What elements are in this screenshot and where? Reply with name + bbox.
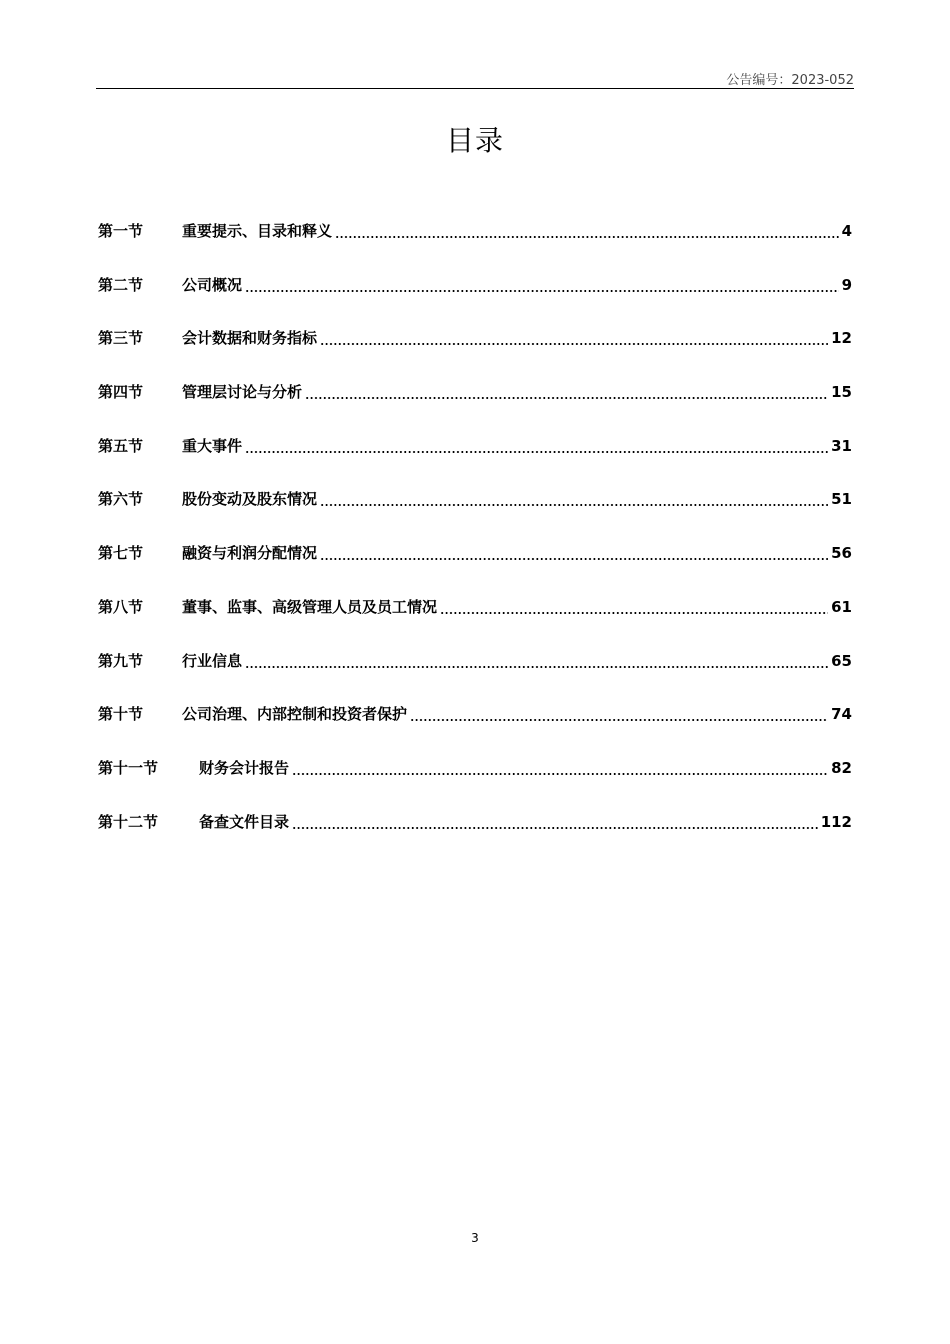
toc-dot-leader [440,592,828,622]
toc-page-number: 61 [831,597,852,616]
toc-entry[interactable] [98,538,852,592]
toc-section-title: 股份变动及股东情况 [182,490,318,509]
toc-page-number: 12 [831,329,852,348]
toc-entry[interactable] [98,484,852,538]
toc-dot-leader [320,484,828,514]
toc-section-title: 行业信息 [182,651,243,670]
toc-dot-leader [410,699,828,729]
toc-dot-leader [335,216,839,246]
toc-section-number: 第五节 [98,436,144,455]
toc-page-number: 31 [831,436,852,455]
toc-entry[interactable] [98,216,852,270]
toc-dot-leader [320,538,828,568]
toc-section-title: 重大事件 [182,436,243,455]
toc-section-number: 第九节 [98,651,144,670]
announcement-number: 公告编号：2023-052 [726,73,854,88]
toc-dot-leader [245,270,839,300]
toc-section-number: 第二节 [98,275,144,294]
toc-entry[interactable] [98,270,852,324]
toc-page-number: 65 [831,651,852,670]
toc-section-title: 管理层讨论与分析 [182,383,303,402]
toc-section-number: 第一节 [98,222,144,240]
toc-page-number: 4 [841,222,852,240]
header-divider [96,88,854,89]
toc-entry[interactable] [98,377,852,431]
toc-page-number: 15 [831,383,852,402]
toc-entry[interactable] [98,753,852,807]
page-number: 3 [471,1231,479,1245]
toc-section-title: 公司治理、内部控制和投资者保护 [182,705,408,724]
toc-section-number: 第十二节 [98,812,159,831]
toc-dot-leader [305,377,828,407]
table-of-contents [98,216,852,860]
toc-page-number: 82 [831,758,852,777]
toc-dot-leader [320,323,828,353]
toc-page-number: 74 [831,705,852,724]
toc-entry[interactable] [98,592,852,646]
toc-entry[interactable] [98,646,852,700]
toc-section-title: 公司概况 [182,275,243,294]
toc-dot-leader [245,431,828,461]
toc-section-number: 第八节 [98,597,144,616]
toc-entry[interactable] [98,699,852,753]
toc-dot-leader [245,646,828,676]
toc-section-title: 财务会计报告 [199,758,290,777]
toc-dot-leader [292,753,828,783]
toc-entry[interactable] [98,323,852,377]
toc-section-title: 融资与利润分配情况 [182,544,318,563]
toc-page-number: 9 [841,275,852,294]
toc-page-number: 51 [831,490,852,509]
toc-dot-leader [292,807,818,837]
toc-section-number: 第十一节 [98,758,159,777]
toc-section-number: 第四节 [98,383,144,402]
toc-section-number: 第六节 [98,490,144,509]
toc-entry[interactable] [98,807,852,861]
toc-section-number: 第七节 [98,544,144,563]
toc-section-number: 第十节 [98,705,144,724]
toc-entry[interactable] [98,431,852,485]
toc-section-title: 备查文件目录 [199,812,290,831]
toc-section-title: 会计数据和财务指标 [182,329,318,348]
toc-page-number: 112 [820,812,852,831]
toc-section-title: 董事、监事、高级管理人员及员工情况 [182,597,438,616]
toc-page-number: 56 [831,544,852,563]
page-title: 目录 [445,124,504,157]
toc-section-title: 重要提示、目录和释义 [182,222,333,240]
toc-section-number: 第三节 [98,329,144,348]
